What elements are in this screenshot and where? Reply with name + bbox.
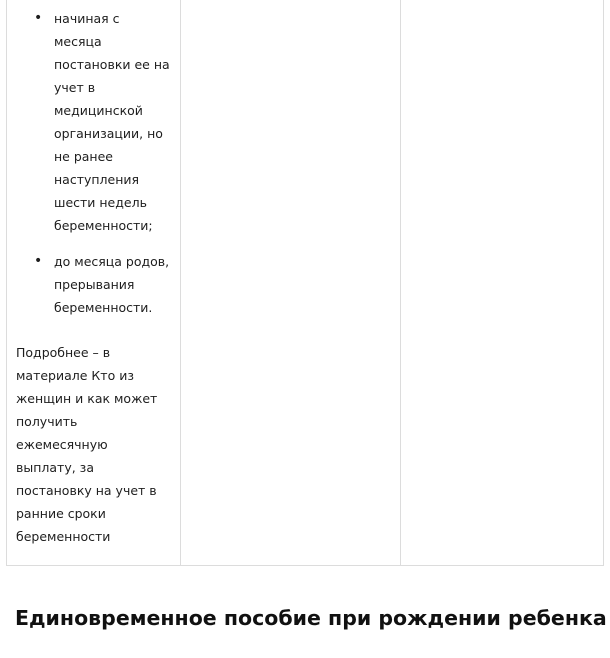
section-heading: Единовременное пособие при рождении ребенка (15, 606, 607, 630)
bullet-icon: • (34, 253, 43, 269)
list-item (16, 250, 171, 319)
list-item-text: до месяца родов, прерывания беременности. (54, 254, 170, 315)
column-divider (180, 0, 181, 565)
bullet-icon: • (34, 10, 43, 26)
bullet-list (16, 7, 171, 319)
table-cell-period (16, 7, 171, 548)
list-item-text: начиная с месяца постановки ее на учет в медицинской организации, но не ранее наступления шести недель беременности; (54, 11, 170, 233)
list-item (16, 7, 171, 237)
column-divider (400, 0, 401, 565)
benefits-table (6, 0, 604, 566)
more-info-text: Подробнее – в материале Кто из женщин и как может получить ежемесячную выплату, за постановку на учет в ранние сроки беременности (16, 345, 158, 544)
